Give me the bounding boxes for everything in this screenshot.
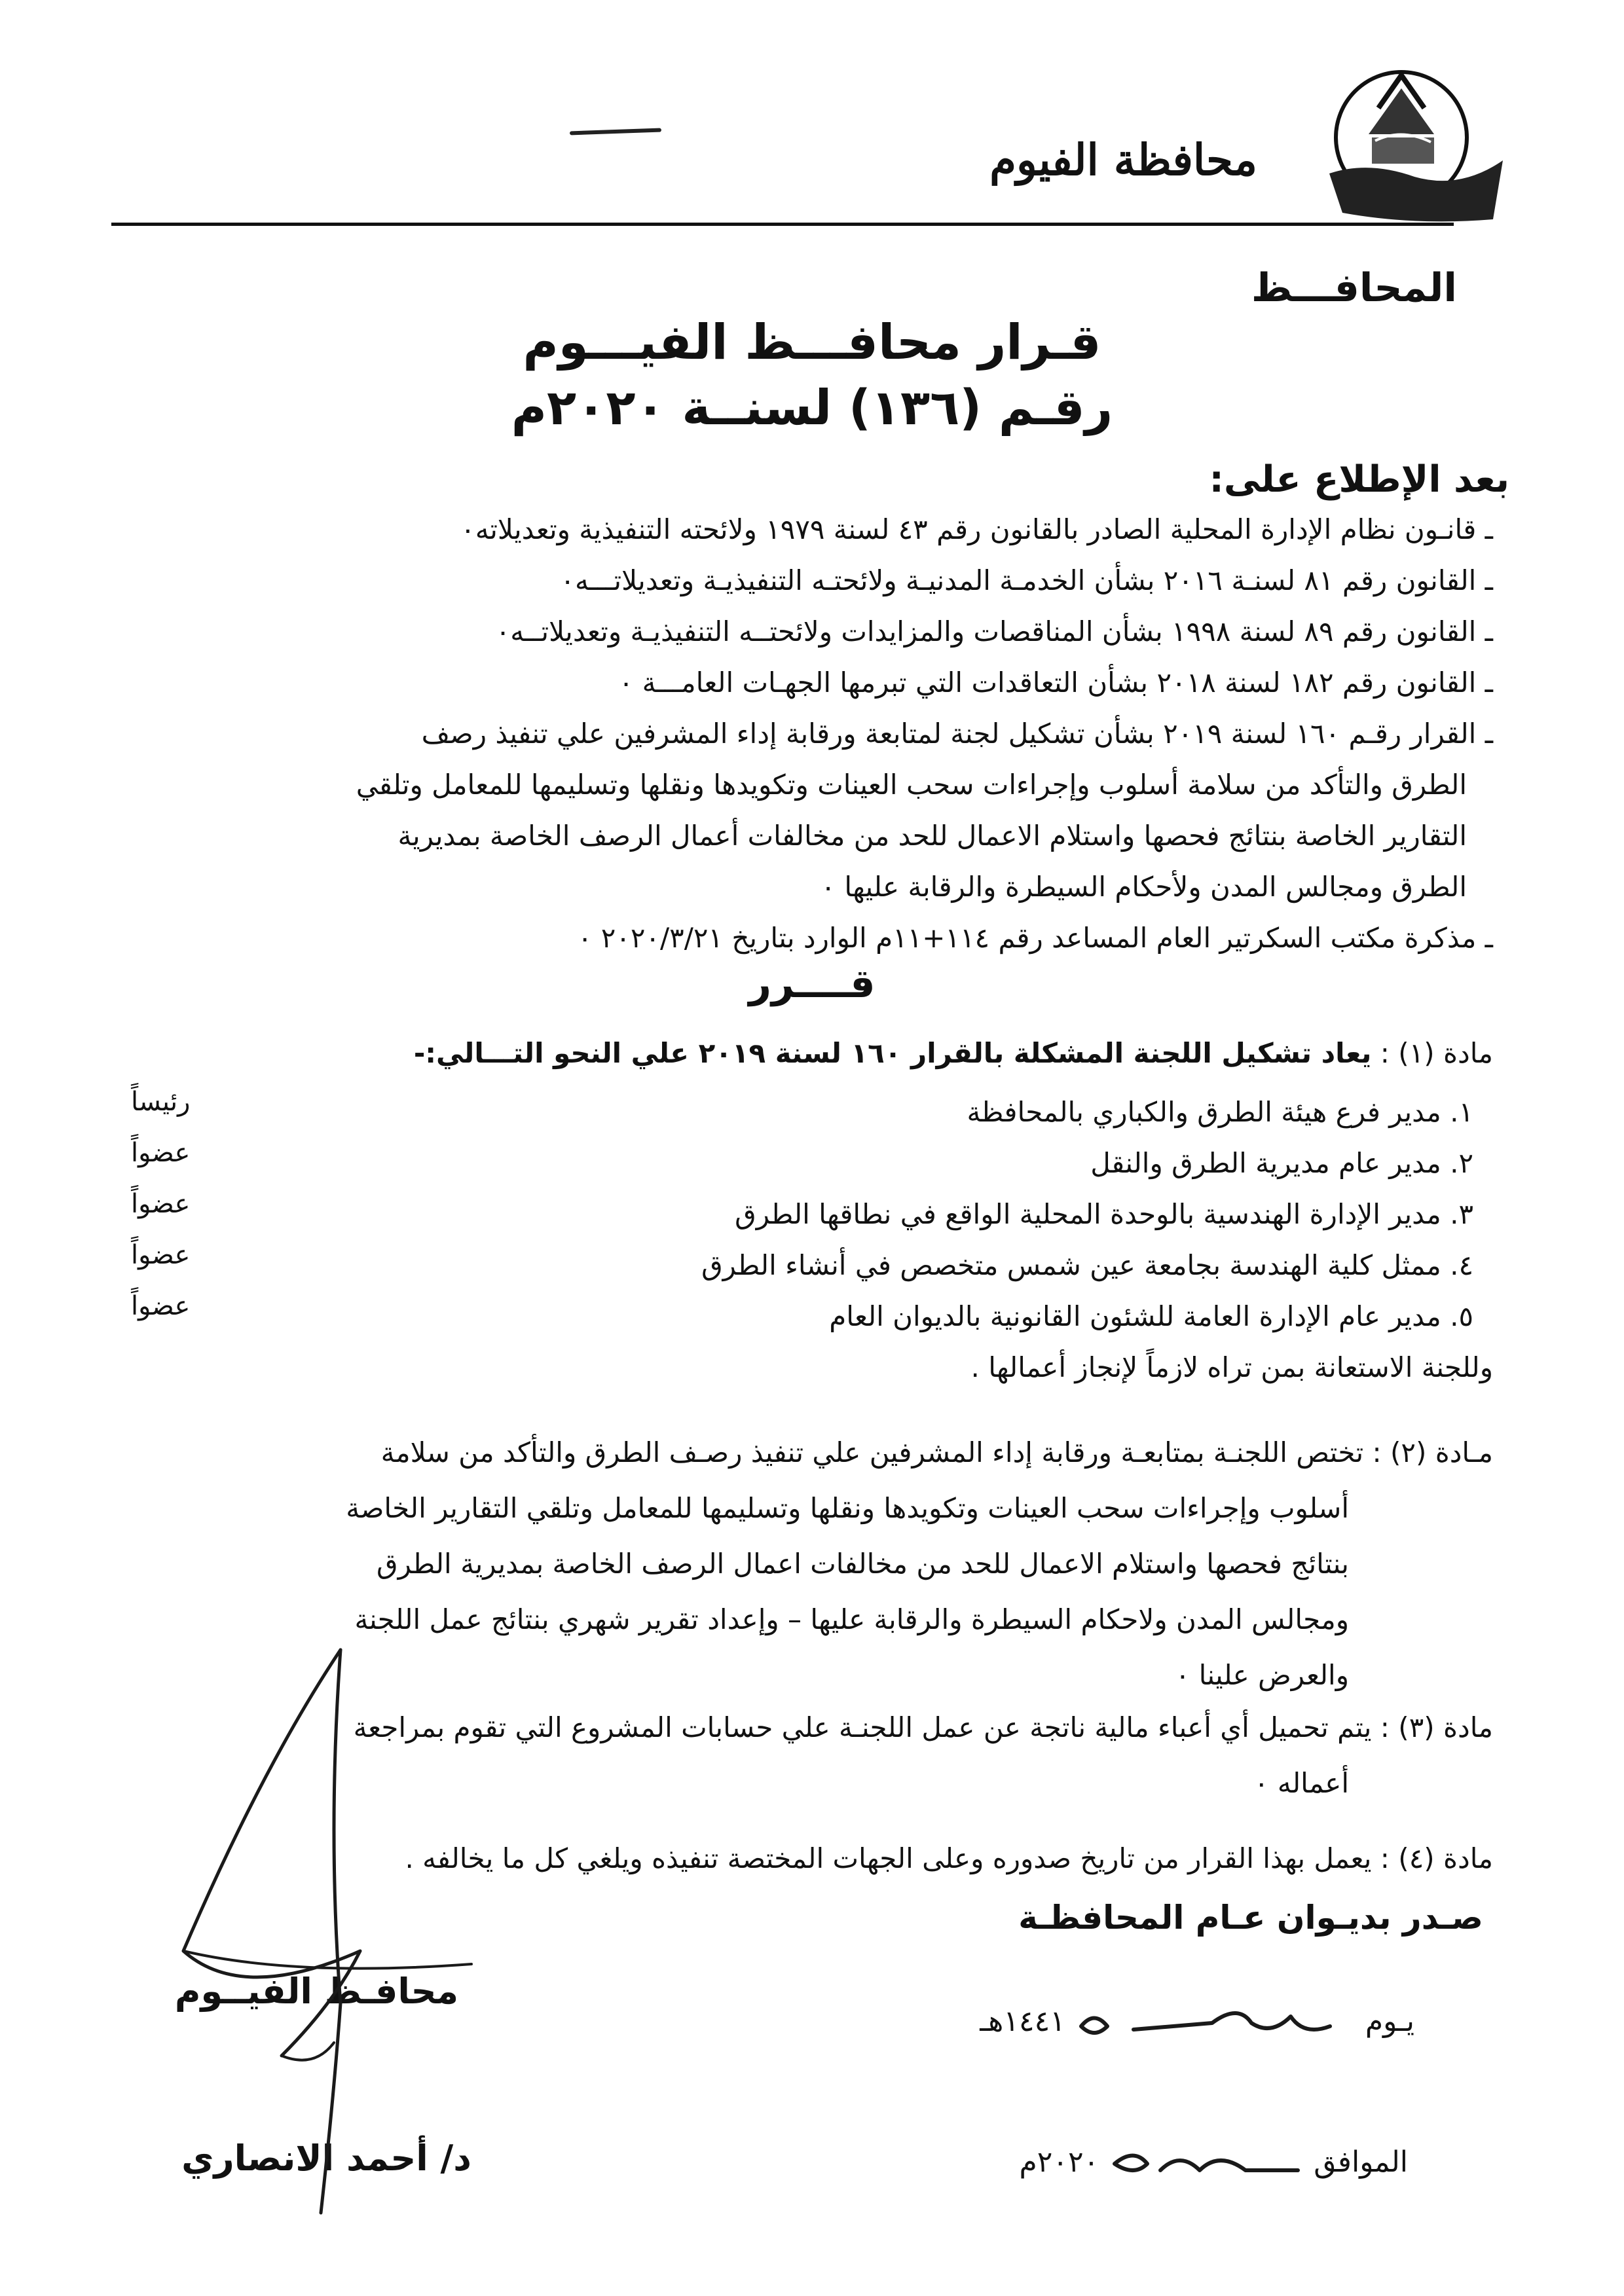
- member-role: عضواً: [131, 1138, 191, 1168]
- member-name: مدير عام مديرية الطرق والنقل: [1090, 1147, 1441, 1179]
- member-name: مدير عام الإدارة العامة للشئون القانونية بالديوان العام: [829, 1300, 1441, 1332]
- day-label: يـوم: [1365, 2005, 1414, 2038]
- member-row: [1090, 1138, 1473, 1189]
- member-row: [701, 1240, 1473, 1291]
- member-name: مدير الإدارة الهندسية بالوحدة المحلية الواقع في نطاقها الطرق: [735, 1198, 1441, 1230]
- decision-number: رقـم (١٣٦) لسنــة ٢٠٢٠م: [511, 380, 1113, 436]
- issued-line: صـدر بديـوان عـام المحافظـة: [1018, 1899, 1483, 1937]
- gregorian-label: الموافق: [1314, 2145, 1408, 2179]
- decision-heading: قــــرر: [748, 961, 876, 1007]
- preamble-line: التقارير الخاصة بنتائج فحصها واستلام الاعمال للحد من مخالفات أعمال الرصف الخاصة بمديرية: [397, 820, 1467, 852]
- handwritten-gregorian-date: [1108, 2138, 1304, 2190]
- hijri-year: ١٤٤١هـ: [980, 2005, 1065, 2038]
- hijri-date: [980, 1997, 1414, 2049]
- article-label: مادة (٤) :: [1380, 1842, 1493, 1874]
- member-role: عضواً: [131, 1189, 191, 1219]
- member-role: رئيساً: [131, 1087, 191, 1117]
- member-name: مدير فرع هيئة الطرق والكباري بالمحافظة: [967, 1096, 1441, 1128]
- gregorian-date: [1019, 2138, 1408, 2190]
- article-2: [381, 1427, 1493, 1478]
- member-row: [967, 1087, 1473, 1138]
- member-name: ممثل كلية الهندسة بجامعة عين شمس متخصص في أنشاء الطرق: [701, 1249, 1441, 1281]
- signatory-name: د/ أحمد الانصاري: [181, 2138, 471, 2179]
- article-1: [414, 1028, 1493, 1079]
- article-text-line: بنتائج فحصها واستلام الاعمال للحد من مخالفات اعمال الرصف الخاصة بمديرية الطرق: [377, 1548, 1349, 1580]
- header-dash: [570, 128, 661, 136]
- office-title: المحافـــظ: [1251, 265, 1457, 311]
- article-text: تختص اللجنـة بمتابعـة ورقابة إداء المشرفين علي تنفيذ رصـف الطرق والتأكد من سلامة: [380, 1436, 1364, 1468]
- article-text: يعاد تشكيل اللجنة المشكلة بالقرار ١٦٠ لسنة ٢٠١٩ علي النحو التـــالي:-: [413, 1037, 1372, 1069]
- member-role: عضواً: [131, 1240, 191, 1270]
- article-text-line: أسلوب وإجراءات سحب العينات وتكويدها ونقلها وتسليمها للمعامل وتلقي التقارير الخاصة: [346, 1492, 1349, 1524]
- preamble-line: الطرق والتأكد من سلامة أسلوب وإجراءات سحب العينات وتكويدها ونقلها وتسليمها للمعامل وتلقي: [356, 769, 1467, 801]
- signatory-title: محافـظ الفيــوم: [174, 1971, 458, 2012]
- article-text-line: ومجالس المدن ولاحكام السيطرة والرقابة عليها – وإعداد تقرير شهري بنتائج عمل اللجنة: [354, 1603, 1349, 1635]
- governorate-name: محافظة الفيوم: [989, 134, 1257, 185]
- member-number: ٣.: [1450, 1198, 1473, 1230]
- preamble-line: ـ القانون رقم ٨٩ لسنة ١٩٩٨ بشأن المناقصات والمزايدات ولائحتــه التنفيذيـة وتعديلاتــه٠: [495, 615, 1493, 647]
- preamble-line: ـ قانـون نظام الإدارة المحلية الصادر بالقانون رقم ٤٣ لسنة ١٩٧٩ ولائحته التنفيذية وتعديلاته٠: [460, 513, 1493, 545]
- article-text-line: والعرض علينا ٠: [1175, 1659, 1349, 1691]
- member-number: ٥.: [1450, 1300, 1473, 1332]
- preamble-line: الطرق ومجالس المدن ولأحكام السيطرة والرقابة عليها ٠: [821, 871, 1467, 903]
- article-text: يعمل بهذا القرار من تاريخ صدوره وعلى الجهات المختصة تنفيذه ويلغي كل ما يخالفه .: [405, 1842, 1372, 1874]
- member-number: ٢.: [1450, 1147, 1473, 1179]
- article-label: مادة (٣) :: [1380, 1711, 1493, 1743]
- preamble-line: ـ القرار رقـم ١٦٠ لسنة ٢٠١٩ بشأن تشكيل لجنة لمتابعة ورقابة إداء المشرفين علي تنفيذ رصف: [421, 718, 1493, 750]
- article-label: مـادة (٢) :: [1372, 1436, 1493, 1468]
- article-4: [405, 1833, 1493, 1884]
- member-row: [829, 1291, 1473, 1342]
- member-role: عضواً: [131, 1291, 191, 1321]
- header-divider: [111, 223, 1454, 226]
- article-text: يتم تحميل أي أعباء مالية ناتجة عن عمل اللجنـة علي حسابات المشروع التي تقوم بمراجعة: [353, 1711, 1372, 1743]
- handwritten-signature: [164, 1637, 504, 2226]
- preamble-line: ـ القانون رقم ١٨٢ لسنة ٢٠١٨ بشأن التعاقدات التي تبرمها الجهـات العامـــة ٠: [618, 666, 1493, 699]
- member-number: ١.: [1450, 1096, 1473, 1128]
- preamble-line: ـ القانون رقم ٨١ لسنـة ٢٠١٦ بشأن الخدمـة المدنيـة ولائحتـه التنفيذيـة وتعديلاتـــه٠: [560, 564, 1493, 596]
- decision-title: قـرار محافـــظ الفيـــوم: [523, 314, 1101, 371]
- handwritten-hijri-date: [1075, 1997, 1356, 2049]
- gregorian-year: ٢٠٢٠م: [1019, 2145, 1099, 2179]
- article-text-line: أعماله ٠: [1253, 1767, 1349, 1799]
- article-label: مادة (١) :: [1380, 1037, 1493, 1069]
- member-number: ٤.: [1450, 1249, 1473, 1281]
- article-3: [354, 1702, 1493, 1753]
- member-row: [735, 1189, 1473, 1240]
- committee-note: وللجنة الاستعانة بمن تراه لازماً لإنجاز أعمالها .: [970, 1351, 1493, 1383]
- preamble-line: ـ مذكرة مكتب السكرتير العام المساعد رقم ١١٤+١١م الوارد بتاريخ ٢٠٢٠/٣/٢١ ٠: [577, 922, 1493, 954]
- preamble-heading: بعد الإطلاع على:: [1209, 458, 1509, 501]
- governorate-emblem: [1316, 62, 1506, 226]
